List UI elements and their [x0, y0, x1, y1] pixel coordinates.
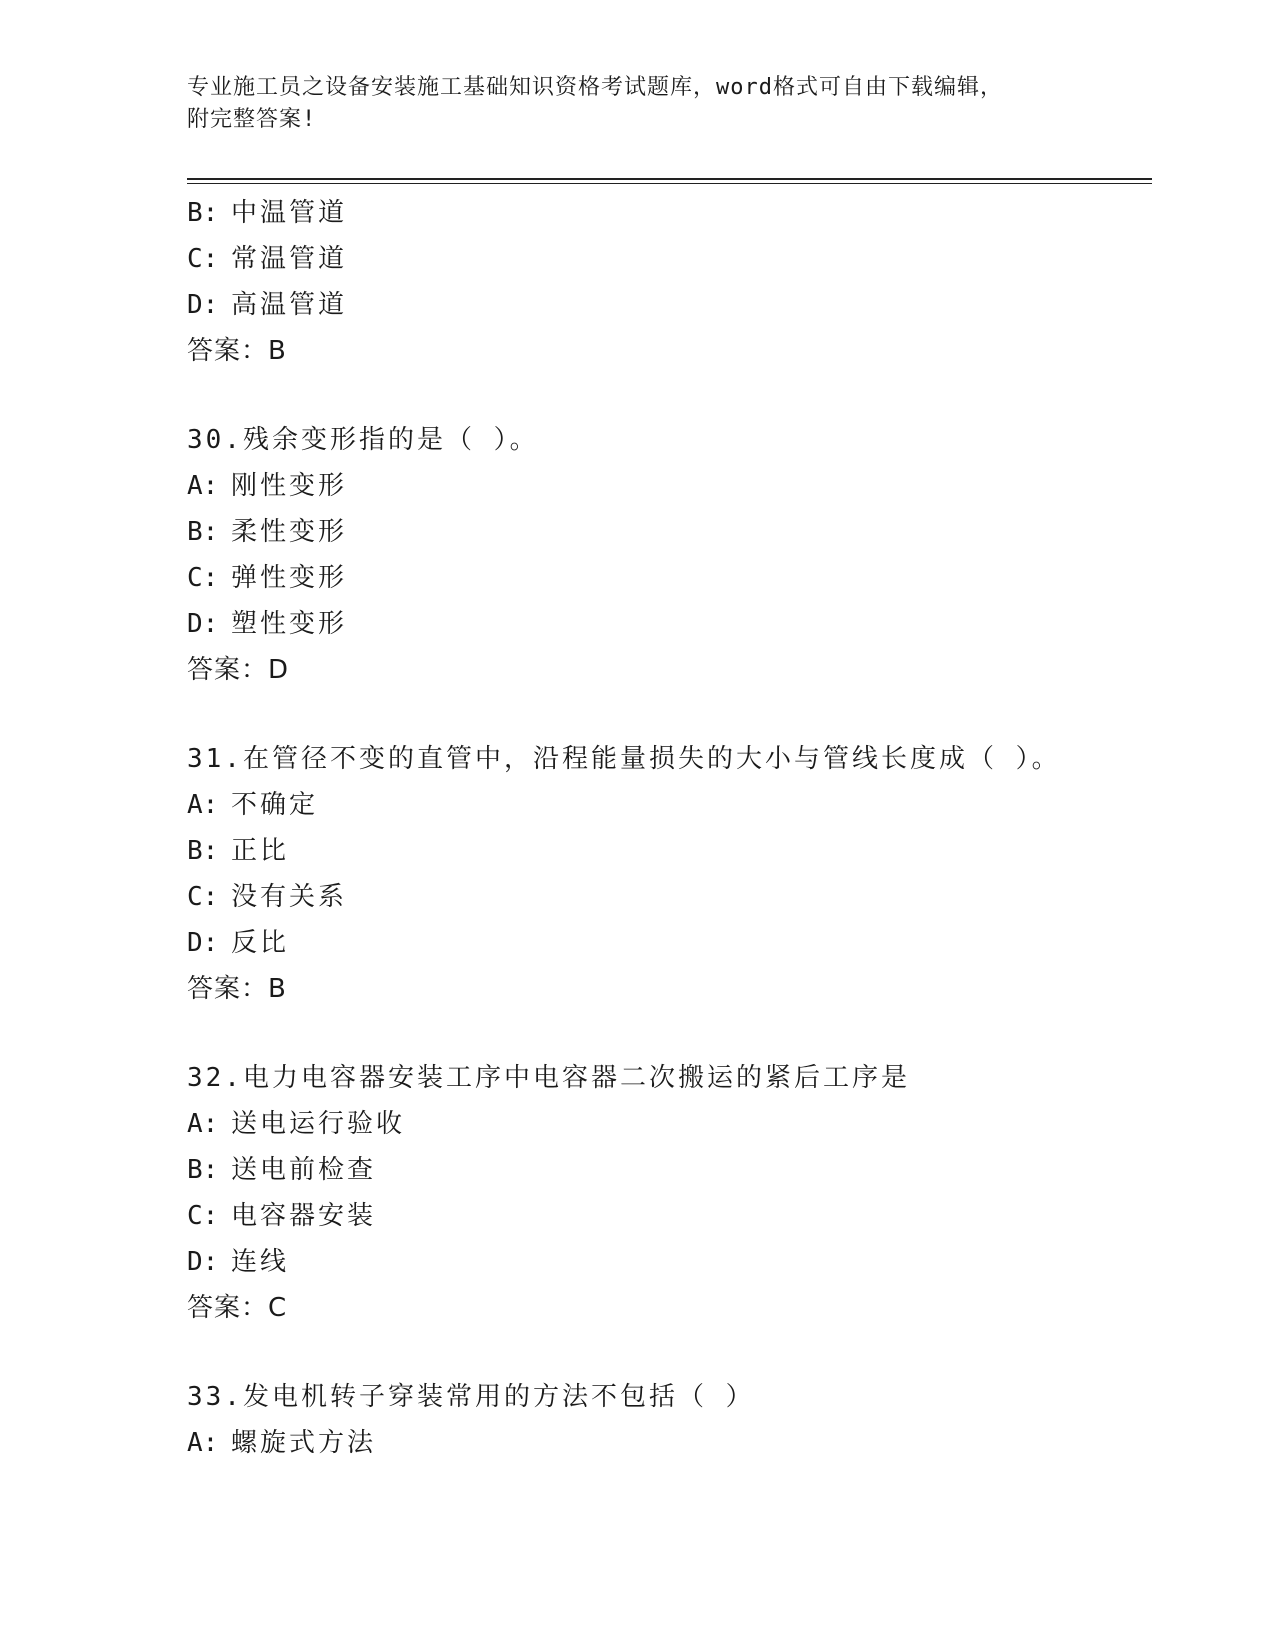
- question-block: [187, 417, 1147, 693]
- header-divider-thin: [187, 183, 1152, 184]
- option-text: 不确定: [231, 790, 319, 820]
- option-row: [187, 920, 1147, 966]
- option-text: 螺旋式方法: [231, 1428, 377, 1458]
- option-row: [187, 1239, 1147, 1285]
- option-row: [187, 1420, 1147, 1466]
- option-letter: B:: [187, 1155, 219, 1185]
- option-text: 常温管道: [231, 244, 348, 274]
- option-letter: D:: [187, 928, 219, 958]
- option-letter: C:: [187, 1201, 219, 1231]
- question-stem: 32.电力电容器安装工序中电容器二次搬运的紧后工序是: [187, 1063, 910, 1093]
- option-text: 送电运行验收: [231, 1109, 406, 1139]
- option-row: [187, 282, 1147, 328]
- option-letter: C:: [187, 563, 219, 593]
- option-text: 弹性变形: [231, 563, 348, 593]
- answer-line: 答案：C: [187, 1293, 288, 1323]
- option-letter: A:: [187, 1109, 219, 1139]
- option-letter: B:: [187, 198, 219, 228]
- option-row: [187, 509, 1147, 555]
- option-letter: B:: [187, 517, 219, 547]
- option-letter: D:: [187, 290, 219, 320]
- header-line-1: 专业施工员之设备安装施工基础知识资格考试题库，word格式可自由下载编辑，: [187, 75, 1003, 100]
- option-letter: C:: [187, 882, 219, 912]
- option-row: [187, 236, 1147, 282]
- option-text: 刚性变形: [231, 471, 348, 501]
- option-letter: C:: [187, 244, 219, 274]
- question-block: [187, 736, 1147, 1012]
- option-letter: A:: [187, 1428, 219, 1458]
- question-stem: 33.发电机转子穿装常用的方法不包括（ ）: [187, 1382, 755, 1412]
- header-line-2: 附完整答案!: [187, 107, 317, 132]
- option-row: [187, 782, 1147, 828]
- option-text: 电容器安装: [231, 1201, 377, 1231]
- option-letter: D:: [187, 1247, 219, 1277]
- option-letter: A:: [187, 471, 219, 501]
- question-list: [187, 190, 1147, 1466]
- option-text: 送电前检查: [231, 1155, 377, 1185]
- option-text: 正比: [231, 836, 290, 866]
- option-row: [187, 1101, 1147, 1147]
- option-row: [187, 1193, 1147, 1239]
- option-letter: B:: [187, 836, 219, 866]
- option-letter: D:: [187, 609, 219, 639]
- question-block: [187, 1055, 1147, 1331]
- option-row: [187, 601, 1147, 647]
- option-row: [187, 190, 1147, 236]
- option-text: 柔性变形: [231, 517, 348, 547]
- option-text: 高温管道: [231, 290, 348, 320]
- answer-line: 答案：B: [187, 974, 287, 1004]
- answer-line: 答案：D: [187, 655, 290, 685]
- header-divider-thick: [187, 178, 1152, 180]
- question-stem: 30.残余变形指的是（ ）。: [187, 425, 539, 455]
- document-header: [187, 72, 1067, 136]
- option-text: 中温管道: [231, 198, 348, 228]
- option-row: [187, 828, 1147, 874]
- option-text: 连线: [231, 1247, 290, 1277]
- answer-line: 答案：B: [187, 336, 287, 366]
- option-row: [187, 555, 1147, 601]
- option-row: [187, 463, 1147, 509]
- option-row: [187, 874, 1147, 920]
- option-row: [187, 1147, 1147, 1193]
- option-text: 塑性变形: [231, 609, 348, 639]
- option-text: 没有关系: [231, 882, 348, 912]
- option-text: 反比: [231, 928, 290, 958]
- question-stem: 31.在管径不变的直管中，沿程能量损失的大小与管线长度成（ ）。: [187, 744, 1061, 774]
- option-letter: A:: [187, 790, 219, 820]
- question-block: [187, 1374, 1147, 1466]
- question-block-partial: [187, 190, 1147, 374]
